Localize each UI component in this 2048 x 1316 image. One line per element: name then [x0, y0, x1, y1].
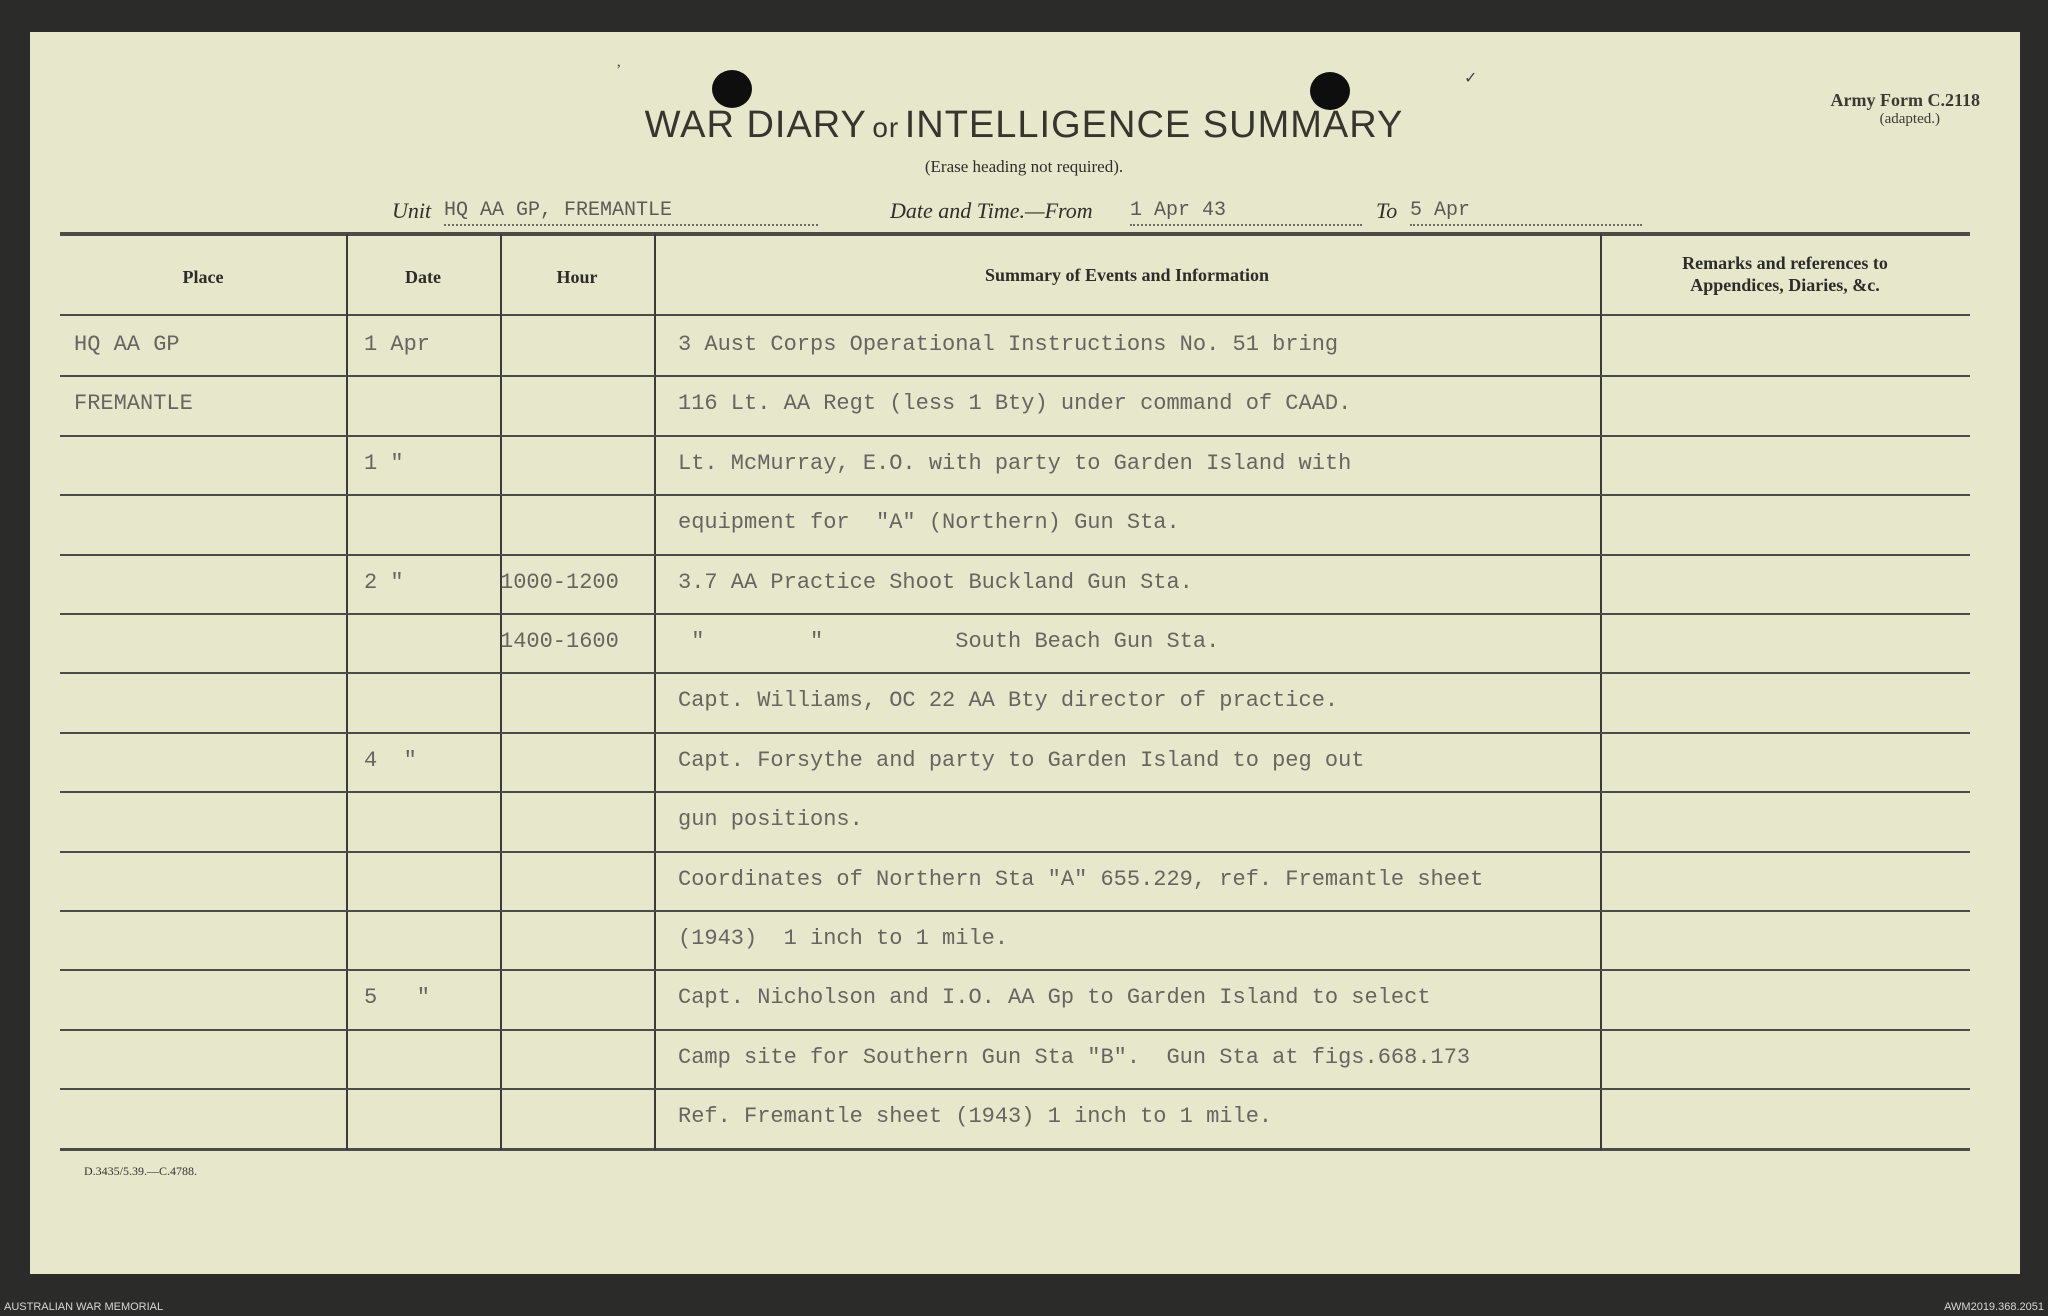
- row-rule: [60, 1029, 1970, 1031]
- pencil-mark: ✓: [1464, 70, 1478, 87]
- column-divider: [1600, 234, 1602, 1150]
- row-rule: [60, 732, 1970, 734]
- date-cell: 2 ": [364, 570, 404, 595]
- column-divider: [500, 234, 502, 1150]
- summary-cell: equipment for "A" (Northern) Gun Sta.: [678, 510, 1180, 535]
- row-rule: [60, 969, 1970, 971]
- row-rule: [60, 791, 1970, 793]
- row-rule: [60, 375, 1970, 377]
- erase-note: (Erase heading not required).: [924, 157, 1124, 176]
- summary-cell: Capt. Forsythe and party to Garden Island to peg out: [678, 748, 1365, 773]
- row-rule: [60, 851, 1970, 853]
- punch-hole: [712, 70, 752, 108]
- column-divider: [346, 234, 348, 1150]
- hour-cell: 1000-1200: [500, 570, 619, 595]
- row-rule: [60, 1088, 1970, 1090]
- place-cell: FREMANTLE: [74, 391, 193, 416]
- column-header-summary: Summary of Events and Information: [984, 265, 1270, 285]
- summary-cell: gun positions.: [678, 807, 863, 832]
- pencil-mark: ʼ: [616, 62, 622, 79]
- summary-cell: Coordinates of Northern Sta "A" 655.229, ref. Fremantle sheet: [678, 867, 1484, 892]
- row-rule: [60, 910, 1970, 912]
- column-header-place: Place: [182, 267, 224, 287]
- summary-cell: 116 Lt. AA Regt (less 1 Bty) under command of CAAD.: [678, 391, 1352, 416]
- institution-caption: AUSTRALIAN WAR MEMORIAL: [4, 1301, 164, 1313]
- summary-cell: Lt. McMurray, E.O. with party to Garden Island with: [678, 451, 1352, 476]
- hour-cell: 1400-1600: [500, 629, 619, 654]
- column-header-hour: Hour: [556, 267, 598, 287]
- reference-caption: AWM2019.368.2051: [1944, 1301, 2044, 1313]
- document-title: WAR DIARY or INTELLIGENCE SUMMARY: [644, 104, 1404, 146]
- summary-cell: Capt. Nicholson and I.O. AA Gp to Garden Island to select: [678, 985, 1431, 1010]
- summary-cell: (1943) 1 inch to 1 mile.: [678, 926, 1009, 951]
- date-cell: 1 Apr: [364, 332, 431, 357]
- row-rule: [60, 554, 1970, 556]
- date-from-label: Date and Time.—From: [890, 198, 1093, 223]
- row-rule: [60, 613, 1970, 615]
- row-rule: [60, 435, 1970, 437]
- row-rule: [60, 672, 1970, 674]
- date-to-value: 5 Apr: [1410, 198, 1642, 226]
- summary-cell: " " South Beach Gun Sta.: [678, 629, 1220, 654]
- date-cell: 1 ": [364, 451, 404, 476]
- column-divider: [654, 234, 656, 1150]
- row-rule: [60, 494, 1970, 496]
- unit-label: Unit: [392, 198, 432, 223]
- summary-cell: 3 Aust Corps Operational Instructions No. 51 bring: [678, 332, 1339, 357]
- army-form-number: Army Form C.2118 (adapted.): [1830, 90, 1980, 127]
- column-header-date: Date: [405, 267, 441, 287]
- date-from-value: 1 Apr 43: [1130, 198, 1362, 226]
- summary-cell: 3.7 AA Practice Shoot Buckland Gun Sta.: [678, 570, 1193, 595]
- unit-value: HQ AA GP, FREMANTLE: [444, 198, 818, 226]
- date-cell: 4 ": [364, 748, 417, 773]
- date-to-label: To: [1376, 198, 1398, 223]
- place-cell: HQ AA GP: [74, 332, 180, 357]
- summary-cell: Capt. Williams, OC 22 AA Bty director of practice.: [678, 688, 1339, 713]
- date-cell: 5 ": [364, 985, 431, 1010]
- print-code: D.3435/5.39.—C.4788.: [84, 1164, 198, 1178]
- summary-cell: Ref. Fremantle sheet (1943) 1 inch to 1 mile.: [678, 1104, 1273, 1129]
- column-header-remarks: Remarks and references to Appendices, Diaries, &c.: [1682, 253, 1888, 295]
- summary-cell: Camp site for Southern Gun Sta "B". Gun Sta at figs.668.173: [678, 1045, 1471, 1070]
